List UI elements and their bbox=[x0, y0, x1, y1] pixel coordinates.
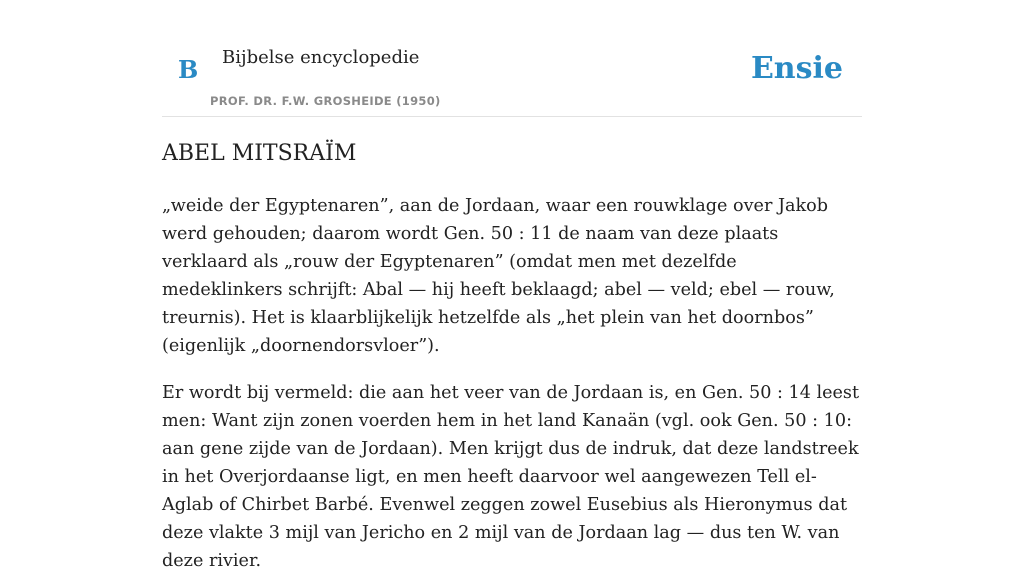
article-paragraph: „weide der Egyptenaren”, aan de Jordaan, waar een rouwklage over Jakob werd gehouden; daarom wordt Gen. 50 : 11 de naam van deze plaats verklaard als „rouw der Egyptenaren” (omdat men met dezelfde medeklinkers schrijft: Abal — hij heeft beklaagd; abel — veld; ebel — rouw, treurnis). Het is klaarblijkelijk hetzelfde als „het plein van het doornbos” (eigenlijk „doornendorsvloer”). bbox=[162, 196, 835, 356]
article-paragraph: Er wordt bij vermeld: die aan het veer van de Jordaan is, en Gen. 50 : 14 leest men: Want zijn zonen voerden hem in het land Kanaän (vgl. ook Gen. 50 : 10: aan gene zijde van de Jordaan). Men krijgt dus de indruk, dat deze landstreek in het Overjordaanse ligt, en men heeft daarvoor wel aangewezen Tell el-Aglab of Chirbet Barbé. Evenwel zeggen zowel Eusebius als Hieronymus dat deze vlakte 3 mijl van Jericho en 2 mijl van de Jordaan lag — dus ten W. van deze rivier. bbox=[162, 383, 860, 571]
book-title[interactable]: Bijbelse encyclopedie bbox=[222, 47, 420, 68]
article-title: ABEL MITSRAÏM bbox=[162, 141, 357, 166]
brand-logo[interactable]: Ensie bbox=[750, 51, 843, 86]
book-author: PROF. DR. F.W. GROSHEIDE (1950) bbox=[210, 94, 441, 108]
article bbox=[162, 136, 862, 575]
page-header bbox=[162, 0, 862, 117]
book-logo[interactable]: B bbox=[178, 55, 199, 84]
